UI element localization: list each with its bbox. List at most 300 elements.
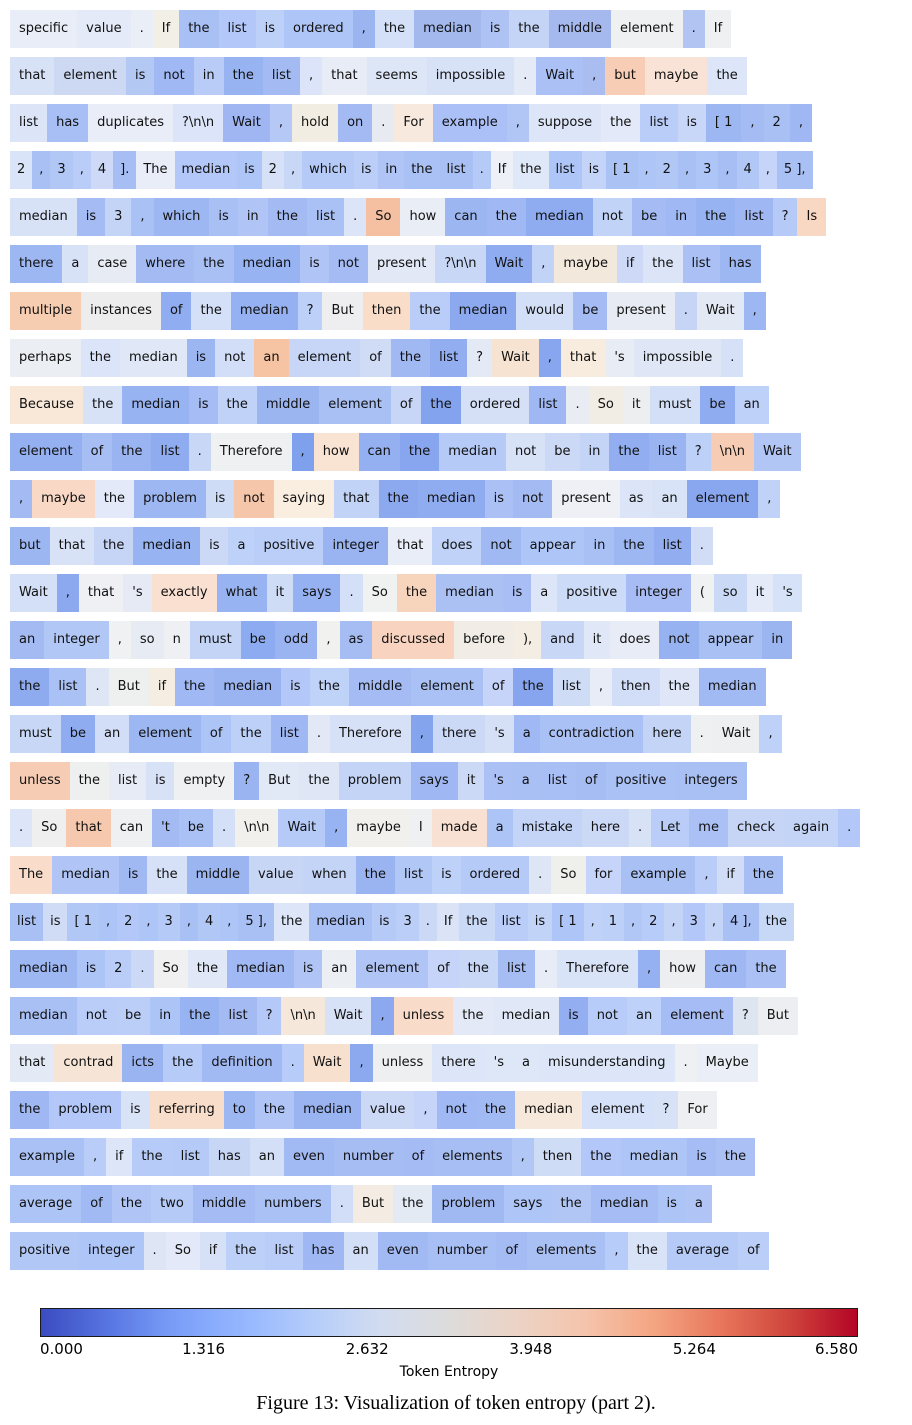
token: it <box>267 574 294 612</box>
token: present <box>368 245 435 283</box>
token: Therefore <box>330 715 411 753</box>
token: . <box>10 809 32 847</box>
token: of <box>82 433 113 471</box>
token: if <box>717 856 743 894</box>
token: what <box>217 574 267 612</box>
token: that <box>561 339 605 377</box>
token: median <box>10 198 77 236</box>
token: how <box>660 950 705 988</box>
token: Wait <box>325 997 372 1035</box>
token: example <box>433 104 507 142</box>
token-row <box>10 809 912 847</box>
token: that <box>10 57 54 95</box>
token: not <box>513 480 552 518</box>
token: median <box>591 1185 658 1223</box>
token: list <box>430 339 467 377</box>
token: median <box>10 997 77 1035</box>
token: If <box>153 10 179 48</box>
token: Because <box>10 386 83 424</box>
token: the <box>175 668 214 706</box>
token: Wait <box>10 574 57 612</box>
token: impossible <box>427 57 515 95</box>
token: numbers <box>255 1185 331 1223</box>
token: ? <box>298 292 323 330</box>
token: , <box>590 668 612 706</box>
token: present <box>552 480 619 518</box>
token: element <box>289 339 361 377</box>
token: not <box>234 480 273 518</box>
token: the <box>513 151 548 189</box>
token: an <box>10 621 44 659</box>
token: . <box>308 715 330 753</box>
token: ordered <box>461 386 530 424</box>
token: median <box>493 997 560 1035</box>
token: list <box>10 104 47 142</box>
token: If <box>705 10 731 48</box>
token: 2 <box>642 903 664 941</box>
token: of <box>81 1185 112 1223</box>
token: \n\n <box>235 809 278 847</box>
token: Wait <box>492 339 539 377</box>
token: has <box>209 1138 250 1176</box>
token: which <box>154 198 210 236</box>
token: . <box>419 903 437 941</box>
token: be <box>700 386 734 424</box>
token-row <box>10 1091 912 1129</box>
token-row <box>10 1044 912 1082</box>
token: where <box>136 245 194 283</box>
token: list <box>529 386 566 424</box>
token: the <box>509 10 548 48</box>
token: , <box>624 903 642 941</box>
token: an <box>627 997 661 1035</box>
token: . <box>691 527 713 565</box>
token: even <box>378 1232 428 1270</box>
token: the <box>231 715 270 753</box>
token: the <box>660 668 699 706</box>
token: of <box>576 762 607 800</box>
token: referring <box>150 1091 224 1129</box>
token: middle <box>549 10 611 48</box>
colorbar-gradient <box>40 1308 858 1337</box>
token: a <box>531 574 557 612</box>
token: the <box>459 950 498 988</box>
token: the <box>379 480 418 518</box>
token: , <box>759 151 777 189</box>
token: in <box>150 997 180 1035</box>
token: . <box>514 57 536 95</box>
token: median <box>436 574 503 612</box>
token: \n\n <box>711 433 754 471</box>
token: , <box>638 151 656 189</box>
colorbar-tick-label: 3.948 <box>509 1340 553 1358</box>
token: a <box>487 809 513 847</box>
token: would <box>516 292 573 330</box>
token: , <box>705 903 723 941</box>
token: be <box>573 292 607 330</box>
token: , <box>109 621 131 659</box>
token: that <box>50 527 94 565</box>
token: is <box>209 198 237 236</box>
token: which <box>302 151 354 189</box>
token: So <box>363 574 397 612</box>
token: multiple <box>10 292 81 330</box>
token: . <box>691 715 713 753</box>
token: has <box>303 1232 344 1270</box>
token: middle <box>193 1185 255 1223</box>
token: unless <box>373 1044 433 1082</box>
token: ( <box>691 574 714 612</box>
token: median <box>231 292 298 330</box>
token: is <box>432 856 460 894</box>
token: an <box>95 715 129 753</box>
token: is <box>206 480 234 518</box>
token: the <box>601 104 640 142</box>
token: median <box>175 151 238 189</box>
token: an <box>322 950 356 988</box>
token: contradiction <box>540 715 644 753</box>
token: , <box>350 1044 372 1082</box>
token: when <box>303 856 356 894</box>
token: the <box>551 1185 590 1223</box>
token: says <box>504 1185 551 1223</box>
token: , <box>678 151 696 189</box>
token: , <box>638 950 660 988</box>
token: number <box>428 1232 497 1270</box>
token: it <box>458 762 485 800</box>
token: of <box>403 1138 434 1176</box>
token: not <box>659 621 698 659</box>
token: of <box>391 386 422 424</box>
token: in <box>580 433 610 471</box>
token: If <box>437 903 459 941</box>
token: the <box>707 57 746 95</box>
token-row <box>10 433 912 471</box>
token: it <box>747 574 774 612</box>
token: is <box>200 527 228 565</box>
token: not <box>215 339 254 377</box>
token: here <box>582 809 629 847</box>
token: again <box>784 809 838 847</box>
token: average <box>667 1232 738 1270</box>
token: [ 1 <box>706 104 741 142</box>
token: icts <box>122 1044 163 1082</box>
token: not <box>593 198 632 236</box>
token: says <box>411 762 458 800</box>
token: here <box>643 715 690 753</box>
token: , <box>131 198 153 236</box>
token: integer <box>44 621 109 659</box>
token: but <box>605 57 645 95</box>
token: is <box>354 151 378 189</box>
token: element <box>661 997 733 1035</box>
token: present <box>607 292 674 330</box>
token: elements <box>527 1232 605 1270</box>
token: the <box>581 1138 620 1176</box>
token: integer <box>323 527 388 565</box>
token-row <box>10 292 912 330</box>
token: the <box>421 386 460 424</box>
token: 2 <box>656 151 678 189</box>
token: an <box>254 339 288 377</box>
token: the <box>404 151 439 189</box>
token-row <box>10 715 912 753</box>
token: 4 ], <box>723 903 759 941</box>
token: is <box>372 903 396 941</box>
token: is <box>119 856 147 894</box>
token: the <box>375 10 414 48</box>
token: the <box>487 198 526 236</box>
token-row <box>10 480 912 518</box>
token: ? <box>257 997 282 1035</box>
token: the <box>299 762 338 800</box>
token: . <box>473 151 491 189</box>
token: 5 ], <box>777 151 813 189</box>
token: element <box>54 57 126 95</box>
token: middle <box>349 668 411 706</box>
token: median <box>621 1138 688 1176</box>
token: the <box>10 1091 49 1129</box>
token: 's <box>485 715 513 753</box>
token: , <box>353 10 375 48</box>
token: the <box>218 386 257 424</box>
token: a <box>513 762 539 800</box>
token: as <box>620 480 653 518</box>
token: , <box>139 903 157 941</box>
token: can <box>359 433 400 471</box>
token: element <box>582 1091 654 1129</box>
token: the <box>83 386 122 424</box>
token: the <box>459 903 494 941</box>
token: element <box>411 668 483 706</box>
token: , <box>180 903 198 941</box>
token: average <box>10 1185 81 1223</box>
token: positive <box>557 574 626 612</box>
token: . <box>213 809 235 847</box>
token: in <box>238 198 268 236</box>
token: element <box>319 386 391 424</box>
token: , <box>57 574 79 612</box>
token: [ 1 <box>67 903 98 941</box>
token: , <box>718 151 736 189</box>
token: an <box>652 480 686 518</box>
token: ?\n\n <box>173 104 223 142</box>
token: , <box>99 903 117 941</box>
token: list <box>109 762 146 800</box>
token: element <box>356 950 428 988</box>
token-row <box>10 104 912 142</box>
token: element <box>687 480 759 518</box>
token: problem <box>134 480 206 518</box>
token: median <box>414 10 481 48</box>
token: me <box>689 809 728 847</box>
token: , <box>539 339 561 377</box>
token: specific <box>10 10 77 48</box>
token: is <box>658 1185 686 1223</box>
token: ? <box>773 198 798 236</box>
token: does <box>610 621 659 659</box>
token: problem <box>49 1091 121 1129</box>
token-row <box>10 198 912 236</box>
token: instances <box>81 292 161 330</box>
token: . <box>189 433 211 471</box>
token: the <box>191 292 230 330</box>
token: , <box>512 1138 534 1176</box>
token: as <box>340 621 373 659</box>
token: can <box>445 198 486 236</box>
token: the <box>95 480 134 518</box>
token: list <box>151 433 188 471</box>
token: be <box>179 809 213 847</box>
token: exactly <box>152 574 217 612</box>
token: 2 <box>117 903 139 941</box>
token: list <box>683 245 720 283</box>
token: the <box>513 668 552 706</box>
token-row <box>10 1185 912 1223</box>
token: ? <box>467 339 492 377</box>
token: appear <box>699 621 763 659</box>
token: list <box>495 903 528 941</box>
token: median <box>52 856 119 894</box>
token: perhaps <box>10 339 81 377</box>
token: positive <box>254 527 323 565</box>
token: maybe <box>645 57 708 95</box>
token: a <box>62 245 88 283</box>
token: duplicates <box>88 104 173 142</box>
token-row <box>10 997 912 1035</box>
token: the <box>10 668 49 706</box>
token: is <box>678 104 706 142</box>
token: ?\n\n <box>435 245 485 283</box>
token: list <box>307 198 344 236</box>
token: be <box>116 997 150 1035</box>
token-row <box>10 668 912 706</box>
token: , <box>10 480 32 518</box>
token: . <box>721 339 743 377</box>
token: if <box>149 668 175 706</box>
token: list <box>440 151 473 189</box>
token: list <box>640 104 677 142</box>
token: Wait <box>304 1044 351 1082</box>
token: , <box>300 57 322 95</box>
token: not <box>437 1091 476 1129</box>
token: list <box>539 762 576 800</box>
token: saying <box>274 480 335 518</box>
token: problem <box>432 1185 504 1223</box>
token: it <box>584 621 611 659</box>
token: the <box>609 433 648 471</box>
token: ? <box>234 762 259 800</box>
token: median <box>699 668 766 706</box>
token: ? <box>654 1091 679 1129</box>
token: 3 <box>696 151 718 189</box>
token: and <box>541 621 583 659</box>
token: that <box>334 480 378 518</box>
token: is <box>503 574 531 612</box>
token: the <box>453 997 492 1035</box>
token: value <box>249 856 303 894</box>
token: ]. <box>113 151 136 189</box>
token: in <box>194 57 224 95</box>
token: , <box>605 1232 627 1270</box>
token: Wait <box>486 245 533 283</box>
token: , <box>741 104 763 142</box>
token: the <box>112 433 151 471</box>
token: discussed <box>372 621 454 659</box>
token: So <box>366 198 400 236</box>
token: , <box>371 997 393 1035</box>
token: . <box>372 104 394 142</box>
token: the <box>356 856 395 894</box>
token: the <box>746 950 785 988</box>
token: But <box>322 292 362 330</box>
token: of <box>428 950 459 988</box>
token: in <box>762 621 792 659</box>
token: the <box>188 950 227 988</box>
token: it <box>623 386 650 424</box>
token-row <box>10 339 912 377</box>
token: not <box>77 997 116 1035</box>
token: 3 <box>50 151 72 189</box>
token: the <box>274 903 309 941</box>
token: 3 <box>105 198 131 236</box>
token: 2 <box>262 151 284 189</box>
token: , <box>414 1091 436 1129</box>
token-row <box>10 950 912 988</box>
token: is <box>300 245 328 283</box>
token: then <box>612 668 660 706</box>
token: integer <box>79 1232 144 1270</box>
token: Wait <box>536 57 583 95</box>
token: list <box>172 1138 209 1176</box>
token: median <box>122 386 189 424</box>
token: the <box>310 668 349 706</box>
token: element <box>611 10 683 48</box>
token: The <box>10 856 52 894</box>
token: is <box>43 903 67 941</box>
token: the <box>81 339 120 377</box>
token: list <box>263 57 300 95</box>
token: , <box>695 856 717 894</box>
token: the <box>94 527 133 565</box>
token: , <box>584 903 602 941</box>
token: 's <box>485 1044 513 1082</box>
token: So <box>166 1232 200 1270</box>
token: must <box>190 621 241 659</box>
token: of <box>201 715 232 753</box>
token: the <box>393 1185 432 1223</box>
token: check <box>728 809 784 847</box>
token: , <box>532 245 554 283</box>
token: an <box>344 1232 378 1270</box>
token: . <box>675 1044 697 1082</box>
token: \n\n <box>281 997 324 1035</box>
token: not <box>506 433 545 471</box>
token: . <box>344 198 366 236</box>
token: is <box>126 57 154 95</box>
token: . <box>675 292 697 330</box>
token: example <box>10 1138 84 1176</box>
token: . <box>340 574 362 612</box>
token: is <box>582 151 606 189</box>
token: median <box>418 480 485 518</box>
token: is <box>146 762 174 800</box>
token: in <box>666 198 696 236</box>
token: the <box>400 433 439 471</box>
token: median <box>294 1091 361 1129</box>
token: there <box>10 245 62 283</box>
token: is <box>121 1091 149 1129</box>
